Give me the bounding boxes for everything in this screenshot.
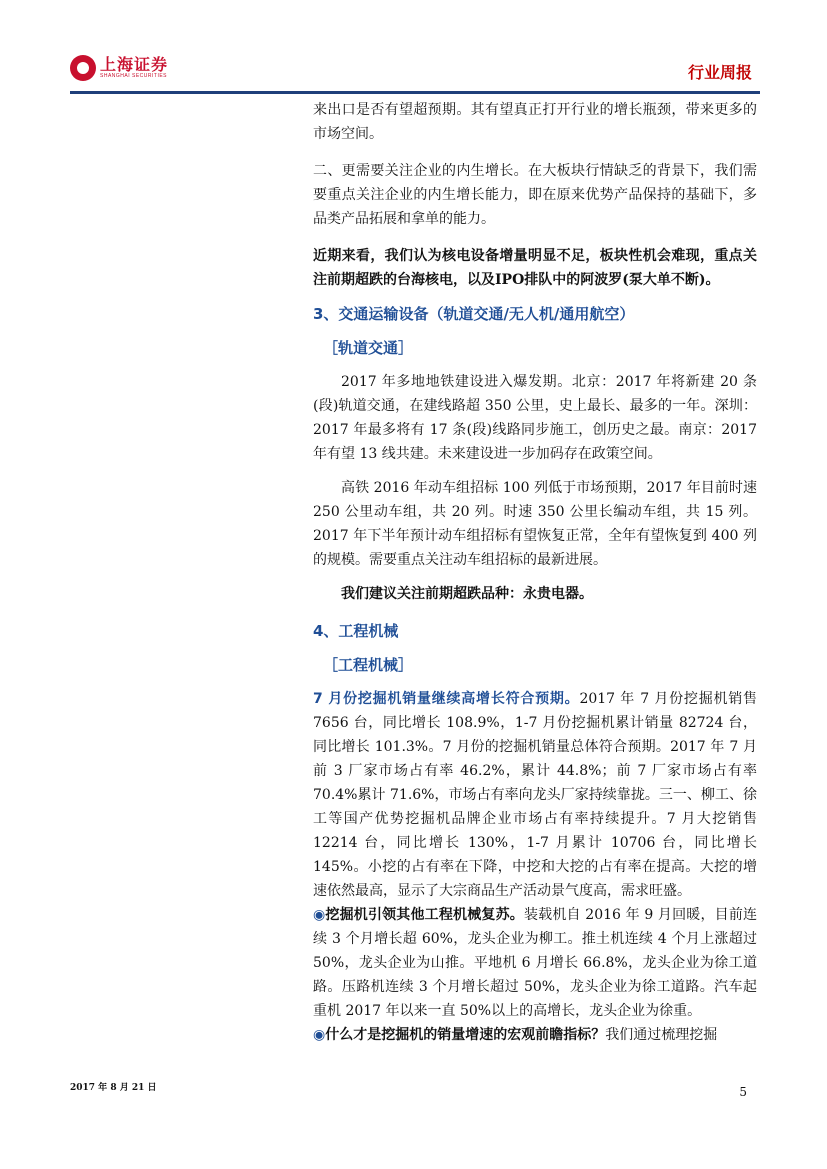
logo-english-name: SHANGHAI SECURITIES (100, 72, 168, 79)
paragraph-machinery-recovery (313, 903, 757, 1023)
section-heading-machinery: 4、工程机械 (313, 622, 399, 640)
bullet-icon: ◉ (313, 1027, 326, 1043)
paragraph-excavator-sales (313, 687, 757, 903)
leading-indicator-lead: 什么才是挖掘机的销量增速的宏观前瞻指标？ (325, 1027, 606, 1043)
leading-indicator-body: 我们通过梳理挖掘 (605, 1027, 718, 1043)
subsection-heading-rail: ［轨道交通］ (323, 339, 414, 357)
header-divider (70, 91, 760, 94)
machinery-recovery-body: 装载机自 2016 年 9 月回暖，目前连续 3 个月增长超 60%，龙头企业为柳工。推土机连续 4 个月上涨超过 50%，龙头企业为山推。平地机 6 月增长 66.8%，龙头企业为徐工道路。压路机连续 3 个月增长超过 50%，龙头企业为徐工道路。汽车起重机 2017 年以来一直 50%以上的高增长，龙头企业为徐重。 (313, 907, 758, 1019)
logo-chinese-name: 上海证券 (100, 54, 169, 74)
report-type-label: 行业周报 (687, 63, 752, 82)
company-logo (70, 55, 168, 81)
paragraph-metro-construction: 2017 年多地地铁建设进入爆发期。北京：2017 年将新建 20 条(段)轨道交通，在建线路超 350 公里，史上最长、最多的一年。深圳：2017 年最多将有 17 条(段)线路同步施工，创历史之最。南京：2017 年有望 13 线共建。未来建设进一步加码存在政策空间。 (313, 374, 757, 462)
paragraph-rail-recommendation: 我们建议关注前期超跌品种：永贵电器。 (341, 586, 593, 602)
document-body (313, 98, 757, 1047)
bullet-icon: ◉ (313, 907, 326, 923)
paragraph-high-speed-rail: 高铁 2016 年动车组招标 100 列低于市场预期，2017 年目前时速 250 公里动车组，共 20 列。时速 350 公里长编动车组，共 15 列。2017 年下半年预计动车组招标有望恢复正常，全年有望恢复到 400 列的规模。需要重点关注动车组招标的最新进展。 (313, 480, 757, 568)
excavator-sales-lead: 7 月份挖掘机销量继续高增长符合预期。 (313, 691, 580, 707)
logo-emblem-icon (70, 55, 96, 81)
subsection-heading-machinery: ［工程机械］ (323, 656, 414, 674)
paragraph-nuclear-recommendation: 近期来看，我们认为核电设备增量明显不足，板块性机会难现，重点关注前期超跌的台海核电，以及IPO排队中的阿波罗(泵大单不断)。 (313, 248, 757, 288)
excavator-sales-body: 2017 年 7 月份挖掘机销售 7656 台，同比增长 108.9%，1-7 月份挖掘机累计销量 82724 台，同比增长 101.3%。7 月份的挖掘机销量总体符合预期。2017 年 7 月前 3 厂家市场占有率 46.2%，累计 44.8%；前 7 厂家市场占有率 70.4%累计 71.6%，市场占有率向龙头厂家持续靠拢。三一、柳工、徐工等国产优势挖掘机品牌企业市场占有率持续提升。7 月大挖销售 12214 台，同比增长 130%，1-7 月累计 10706 台，同比增长 145%。小挖的占有率在下降，中挖和大挖的占有率在提高。大挖的增速依然最高，显示了大宗商品生产活动景气度高，需求旺盛。 (313, 691, 757, 899)
page-number: 5 (739, 1085, 747, 1099)
footer-date: 2017 年 8 月 21 日 (70, 1083, 157, 1093)
paragraph-internal-growth: 二、更需要关注企业的内生增长。在大板块行情缺乏的背景下，我们需要重点关注企业的内生增长能力，即在原来优势产品保持的基础下，多品类产品拓展和拿单的能力。 (313, 163, 757, 227)
page-header (70, 55, 760, 97)
machinery-recovery-lead: 挖掘机引领其他工程机械复苏。 (325, 907, 524, 923)
paragraph-leading-indicator (313, 1023, 757, 1047)
paragraph-export-outlook: 来出口是否有望超预期。其有望真正打开行业的增长瓶颈，带来更多的市场空间。 (313, 102, 757, 142)
section-heading-transport: 3、交通运输设备（轨道交通/无人机/通用航空） (313, 305, 635, 323)
